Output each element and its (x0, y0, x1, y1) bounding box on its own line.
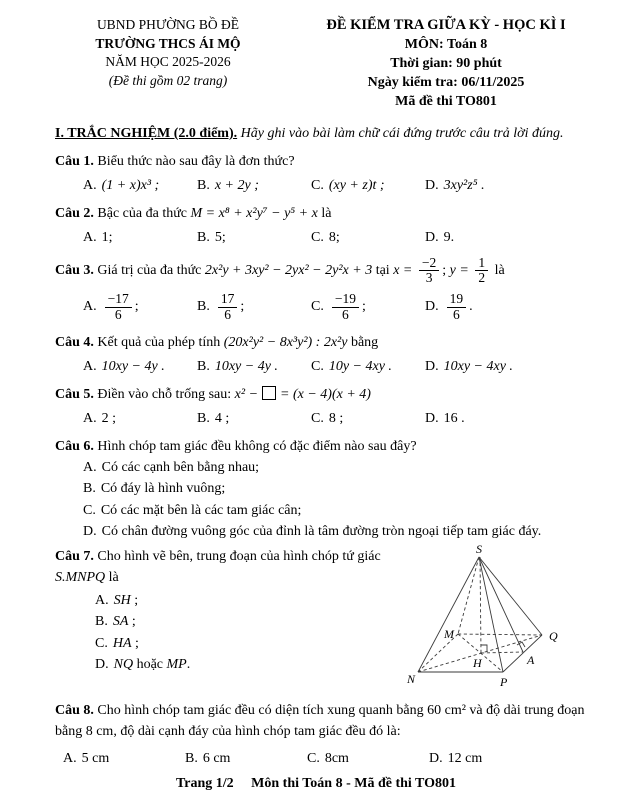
question-1 (55, 151, 606, 196)
option (197, 291, 311, 322)
option-key: B. (95, 614, 108, 630)
exam-code: Mã đề thi TO801 (395, 94, 497, 109)
option (55, 457, 606, 479)
question-3-statement (55, 255, 606, 286)
section-title: I. TRẮC NGHIỆM (2.0 điểm). (55, 126, 238, 141)
option-key: C. (311, 410, 324, 426)
fraction-denominator: 6 (224, 306, 231, 322)
section-instruction: Hãy ghi vào bài làm chữ cái đứng trước câu trả lời đúng. (240, 126, 564, 141)
question-text: Điền vào chỗ trống sau: (97, 386, 232, 402)
option-math: SA (112, 614, 129, 630)
question-7-statement (55, 546, 417, 589)
option-text: 5; (214, 230, 226, 245)
question-label: Câu 3. (55, 262, 94, 278)
fraction-denominator: 6 (342, 306, 349, 322)
vertex-label-N: N (407, 671, 416, 686)
section-heading (55, 124, 606, 144)
option (425, 408, 465, 429)
question-1-statement (55, 151, 606, 172)
question-label: Câu 5. (55, 386, 94, 402)
question-8-statement (55, 700, 606, 742)
pyramid-svg (406, 542, 576, 700)
question-7 (55, 541, 606, 698)
fraction (105, 292, 132, 321)
fraction-denominator: 2 (478, 270, 486, 286)
option-key: C. (95, 635, 108, 651)
x-equals: x = (393, 262, 413, 278)
option (425, 356, 513, 377)
option-text: Có các cạnh bên bằng nhau; (101, 459, 260, 475)
question-text: Giá trị của đa thức (97, 262, 202, 278)
question-text: Biểu thức nào sau đây là đơn thức? (97, 154, 295, 169)
option-key: D. (429, 750, 443, 766)
fraction-denominator: 3 (425, 270, 433, 286)
option (197, 227, 311, 248)
option-text: 4 ; (214, 410, 230, 426)
vertex-label-A: A (527, 652, 535, 667)
fraction (218, 292, 238, 321)
option (83, 291, 197, 322)
option (83, 227, 197, 248)
option (55, 478, 606, 500)
exam-title: ĐỀ KIỂM TRA GIỮA KỲ - HỌC KÌ I (326, 17, 566, 33)
exam-header (0, 0, 632, 111)
fraction (475, 256, 488, 285)
fraction (332, 292, 359, 321)
option-key: B. (83, 481, 96, 497)
option (425, 227, 454, 248)
option (311, 175, 425, 196)
fraction-numerator: 19 (447, 292, 467, 307)
question-3-options (55, 291, 606, 322)
question-5-statement (55, 384, 606, 405)
blank-box (262, 386, 276, 400)
vertex-label-H: H (473, 655, 482, 670)
option-text: x + 2y ; (214, 178, 259, 193)
question-2-statement (55, 203, 606, 224)
option-text: 12 cm (447, 750, 483, 766)
option-text: 10xy − 4y . (214, 358, 278, 374)
option-tail: ; (361, 299, 366, 315)
question-text: Bậc của đa thức (97, 206, 188, 221)
question-label: Câu 4. (55, 334, 94, 350)
option-tail: . (186, 657, 191, 673)
option-key: B. (197, 358, 210, 374)
footer-info: Môn thi Toán 8 - Mã đề thi TO801 (251, 775, 457, 791)
fraction (447, 292, 467, 321)
option-math: NQ (113, 657, 134, 673)
school-year: NĂM HỌC 2025-2026 (105, 54, 231, 69)
question-8-options (55, 748, 606, 769)
question-4-options (55, 356, 606, 377)
option (307, 748, 429, 769)
option-key: C. (311, 178, 324, 193)
option-key: A. (95, 592, 109, 608)
org-name: UBND PHƯỜNG BỒ ĐỀ (96, 17, 240, 32)
question-text: là (108, 570, 119, 586)
question-text: tại (375, 262, 390, 278)
option-key: A. (63, 750, 77, 766)
option-math: MP (166, 657, 187, 673)
page-footer (0, 776, 632, 810)
question-text: bằng (350, 334, 379, 350)
question-5-options (55, 408, 606, 429)
header-left-block (48, 16, 288, 111)
option (311, 408, 425, 429)
option (425, 175, 485, 196)
question-4-statement (55, 332, 606, 353)
option (429, 748, 551, 769)
option-text: 2 ; (101, 410, 117, 426)
question-label: Câu 8. (55, 702, 94, 718)
question-2 (55, 203, 606, 248)
question-text: là (494, 262, 505, 278)
option-tail: ; (134, 592, 139, 608)
school-name: TRƯỜNG THCS ÁI MỘ (95, 35, 241, 51)
option-tail: ; (131, 614, 136, 630)
option (311, 291, 425, 322)
question-text: Cho hình vẽ bên, trung đoạn của hình chóp tứ giác (97, 548, 381, 564)
option-key: C. (83, 502, 96, 518)
option (185, 748, 307, 769)
question-math: (20x²y² − 8x³y²) : 2x²y (223, 334, 348, 350)
option-key: A. (83, 299, 97, 315)
separator: ; (442, 262, 447, 278)
y-equals: y = (449, 262, 469, 278)
option-text: 1; (101, 230, 113, 245)
option (197, 175, 311, 196)
vertex-label-M: M (444, 626, 454, 641)
question-text: Hình chóp tam giác đều không có đặc điểm nào sau đây? (97, 438, 417, 454)
option-text: Có đáy là hình vuông; (100, 481, 226, 497)
vertex-label-S: S (476, 541, 482, 556)
question-1-options (55, 175, 606, 196)
option (311, 227, 425, 248)
option-key: D. (95, 657, 109, 673)
option-key: B. (197, 178, 210, 193)
option-key: D. (425, 410, 439, 426)
option (63, 748, 185, 769)
question-math: S.MNPQ (55, 570, 106, 586)
question-6-options (55, 457, 606, 543)
option-text: hoặc (136, 657, 164, 673)
option-math: HA (112, 635, 132, 651)
exam-duration: Thời gian: 90 phút (390, 56, 502, 71)
option-tail: ; (135, 635, 139, 651)
option-text: (1 + x)x³ ; (101, 178, 160, 193)
option-text: 9. (443, 230, 455, 245)
question-8 (55, 700, 606, 769)
option-key: C. (311, 299, 324, 315)
question-label: Câu 7. (55, 548, 94, 564)
option-key: A. (83, 230, 97, 245)
fraction-numerator: 17 (218, 292, 238, 307)
option-text: 16 . (443, 410, 465, 426)
option-tail: ; (240, 299, 245, 315)
option-key: C. (307, 750, 320, 766)
option-key: C. (311, 358, 324, 374)
option (197, 356, 311, 377)
question-math: = (x − 4)(x + 4) (280, 386, 371, 402)
option (197, 408, 311, 429)
question-4 (55, 332, 606, 377)
question-math: x² − (234, 386, 259, 402)
question-5 (55, 384, 606, 429)
option (83, 356, 197, 377)
option-key: C. (311, 230, 324, 245)
option (83, 408, 197, 429)
question-math: M = x⁸ + x²y⁷ − y⁵ + x (190, 206, 318, 221)
option-key: D. (83, 524, 97, 540)
option-text: 8; (328, 230, 340, 245)
option-tail: ; (134, 299, 139, 315)
option-text: 10xy − 4y . (101, 358, 165, 374)
option-text: (xy + z)t ; (328, 178, 385, 193)
option-tail: . (469, 299, 473, 315)
exam-body (0, 111, 632, 776)
question-text: Kết quả của phép tính (97, 334, 221, 350)
option (83, 175, 197, 196)
question-text: Cho hình chóp tam giác đều có diện tích xung quanh bằng 60 cm² và độ dài trung đoạn bằng 8 cm, độ dài cạnh đáy của hình chóp tam giác đều đó là: (55, 702, 585, 739)
question-6 (55, 436, 606, 543)
option-text: 8 ; (328, 410, 344, 426)
option (311, 356, 425, 377)
option-text: 6 cm (202, 750, 231, 766)
option-text: 10xy − 4xy . (443, 358, 513, 374)
option-key: A. (83, 410, 97, 426)
question-label: Câu 1. (55, 154, 94, 169)
vertex-label-P: P (500, 674, 508, 689)
pages-note: (Đề thi gồm 02 trang) (108, 72, 228, 88)
option-key: D. (425, 358, 439, 374)
question-3 (55, 255, 606, 323)
option-key: D. (425, 230, 439, 245)
vertex-label-Q: Q (549, 628, 558, 643)
option-key: A. (83, 358, 97, 374)
exam-subject: MÔN: Toán 8 (404, 37, 488, 52)
fraction-denominator: 6 (114, 306, 122, 322)
option-text: 10y − 4xy . (328, 358, 392, 374)
question-text: là (321, 206, 332, 221)
question-label: Câu 2. (55, 206, 94, 221)
question-math: 2x²y + 3xy² − 2yx² − 2y²x + 3 (204, 262, 373, 278)
option-key: B. (197, 230, 210, 245)
fraction (419, 256, 439, 285)
option (425, 291, 473, 322)
option-math: SH (113, 592, 131, 608)
option-text: 3xy²z⁵ . (443, 178, 485, 193)
pyramid-figure (406, 542, 576, 700)
option-key: D. (425, 299, 439, 315)
fraction-numerator: −17 (105, 292, 132, 307)
option-text: Có các mặt bên là các tam giác cân; (100, 502, 302, 518)
exam-date: Ngày kiểm tra: 06/11/2025 (367, 75, 525, 90)
header-right-block (288, 16, 604, 111)
question-6-statement (55, 436, 606, 457)
question-2-options (55, 227, 606, 248)
fraction-numerator: 1 (475, 256, 488, 271)
fraction-numerator: −2 (419, 256, 439, 271)
fraction-numerator: −19 (332, 292, 359, 307)
option-key: B. (197, 410, 210, 426)
option-key: B. (185, 750, 198, 766)
option-text: Có chân đường vuông góc của đỉnh là tâm đường tròn ngoại tiếp tam giác đáy. (101, 524, 542, 540)
option-text: 8cm (324, 750, 349, 766)
option (55, 521, 606, 543)
option-key: A. (83, 459, 97, 475)
option-key: D. (425, 178, 439, 193)
option-text: 5 cm (81, 750, 110, 766)
option-key: B. (197, 299, 210, 315)
option-key: A. (83, 178, 97, 193)
option (55, 500, 606, 522)
page-number: Trang 1/2 (175, 775, 234, 791)
fraction-denominator: 6 (453, 306, 460, 322)
question-label: Câu 6. (55, 438, 94, 454)
